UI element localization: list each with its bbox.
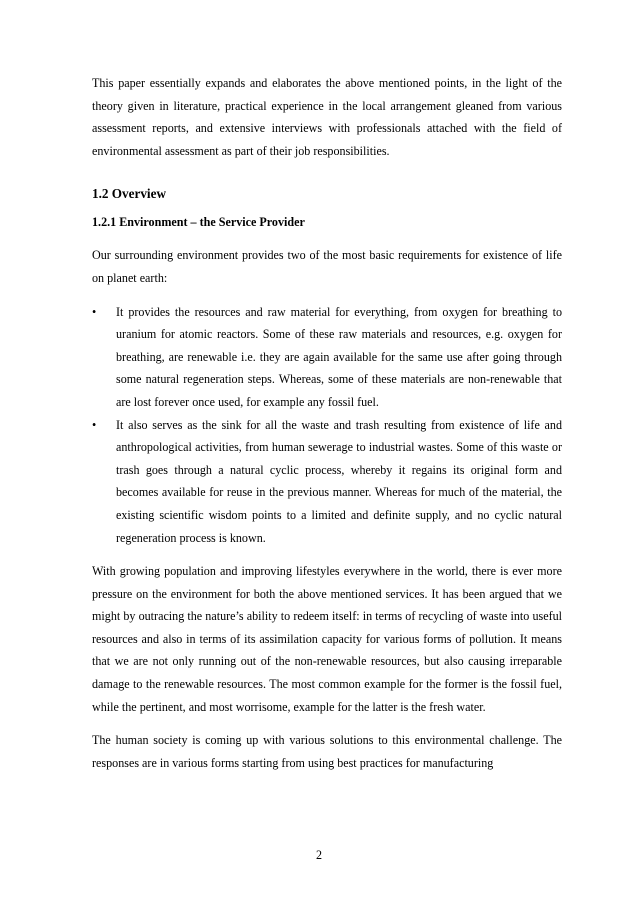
paragraph-solutions: The human society is coming up with various solutions to this environmental challenge. The responses are in various forms starting from using best practices for manufacturing [92, 733, 562, 770]
bullet-list [92, 301, 562, 550]
bullet-text: It provides the resources and raw material for everything, from oxygen for breathing to uranium for atomic reactors. Some of these raw materials and resources, e.g. oxygen for breathing, are renewable i.e. they are again available for the same use after going through some natural regeneration steps. Whereas, some of these materials are non-renewable that are lost forever once used, for example any fossil fuel. [116, 304, 562, 409]
heading-overview: 1.2 Overview [92, 186, 166, 202]
bullet-icon: • [92, 417, 97, 432]
page-number: 2 [315, 848, 323, 862]
bullet-item-sink [92, 414, 562, 550]
bullet-item-resources [92, 301, 562, 414]
paragraph-environment-intro: Our surrounding environment provides two of the most basic requirements for existence of life on planet earth: [92, 248, 562, 285]
bullet-text: It also serves as the sink for all the waste and trash resulting from existence of life and anthropological activities, from human sewerage to industrial wastes. Some of this waste or trash goes through a natural cyclic process, whereby it regains its original form and becomes available for reuse in the previous manner. Whereas for much of the material, the existing scientific wisdom points to a limited and definite supply, and no cyclic natural regeneration process is known. [116, 417, 562, 545]
paragraph-pressure: With growing population and improving lifestyles everywhere in the world, there is ever more pressure on the environment for both the above mentioned services. It has been argued that we might by outracing the nature’s ability to redeem itself: in terms of recycling of waste into useful resources and also in terms of its assimilation capacity for various forms of pollution. It means that we are not only running out of the non-renewable resources, but also causing irreparable damage to the renewable resources. The most common example for the former is the fossil fuel, while the pertinent, and most worrisome, example for the latter is the fresh water. [92, 564, 562, 714]
heading-service-provider: 1.2.1 Environment – the Service Provider [92, 215, 305, 230]
paragraph-intro: This paper essentially expands and elaborates the above mentioned points, in the light of the theory given in literature, practical experience in the local arrangement gleaned from various assessment reports, and extensive interviews with professionals attached with the field of environmental assessment as part of their job responsibilities. [92, 76, 562, 158]
bullet-icon: • [92, 304, 97, 319]
document-page [92, 72, 562, 774]
